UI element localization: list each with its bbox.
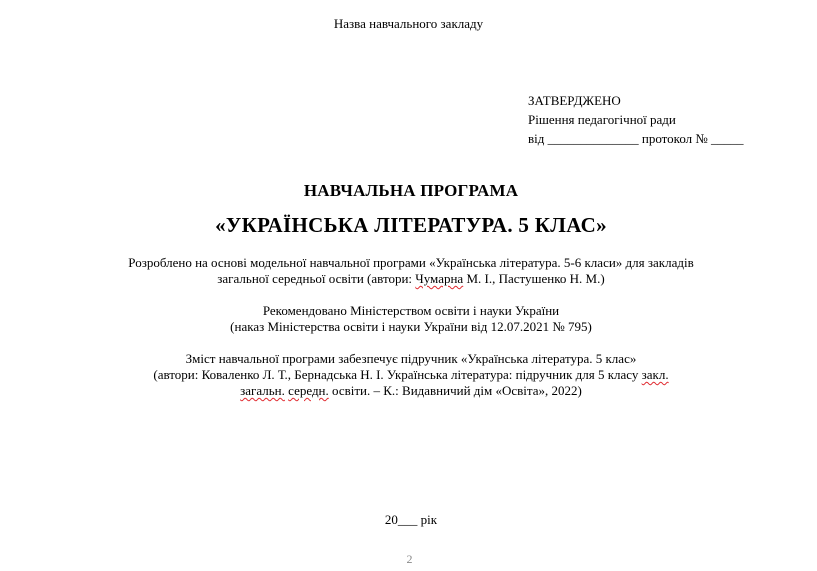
approval-decision: Рішення педагогічної ради bbox=[528, 112, 676, 127]
spellcheck-flagged-word[interactable]: загальн. bbox=[240, 383, 285, 398]
approval-date-line: від ______________ протокол № _____ bbox=[528, 131, 744, 146]
page-number: 2 bbox=[406, 552, 413, 566]
developed-paragraph bbox=[0, 255, 817, 287]
textbook-line-3 bbox=[0, 383, 817, 399]
spellcheck-flagged-word[interactable]: Чумарна bbox=[415, 271, 464, 286]
approval-title: ЗАТВЕРДЖЕНО bbox=[528, 93, 621, 108]
textbook-line-2-start: (автори: Коваленко Л. Т., Бернадська Н. І. Українська література: підручник для 5 класу bbox=[153, 367, 642, 382]
developed-line-2-start: загальної середньої освіти (автори: bbox=[217, 271, 416, 286]
program-title: «УКРАЇНСЬКА ЛІТЕРАТУРА. 5 КЛАС» bbox=[215, 213, 607, 237]
year-line: 20___ рік bbox=[384, 512, 438, 527]
textbook-line-3-end: освіти. – К.: Видавничий дім «Освіта», 2022) bbox=[328, 383, 582, 398]
program-heading: НАВЧАЛЬНА ПРОГРАМА bbox=[303, 181, 519, 200]
textbook-line-1: Зміст навчальної програми забезпечує підручник «Українська література. 5 клас» bbox=[185, 351, 637, 366]
institution-name: Назва навчального закладу bbox=[333, 16, 484, 31]
textbook-line-2 bbox=[0, 367, 817, 383]
developed-line-2-end: М. І., Пастушенко Н. М.) bbox=[463, 271, 605, 286]
spellcheck-flagged-word[interactable]: середн. bbox=[288, 383, 329, 398]
recommended-line-1: Рекомендовано Міністерством освіти і науки України bbox=[262, 303, 560, 318]
developed-line-2 bbox=[0, 271, 817, 287]
developed-line-1: Розроблено на основі модельної навчальної програми «Українська література. 5-6 класи» для закладів bbox=[128, 255, 694, 270]
approval-block bbox=[528, 91, 744, 148]
spellcheck-flagged-word[interactable]: закл. bbox=[641, 367, 669, 382]
textbook-paragraph bbox=[0, 351, 817, 399]
recommended-line-2: (наказ Міністерства освіти і науки України від 12.07.2021 № 795) bbox=[230, 319, 592, 334]
recommended-paragraph bbox=[0, 303, 817, 335]
